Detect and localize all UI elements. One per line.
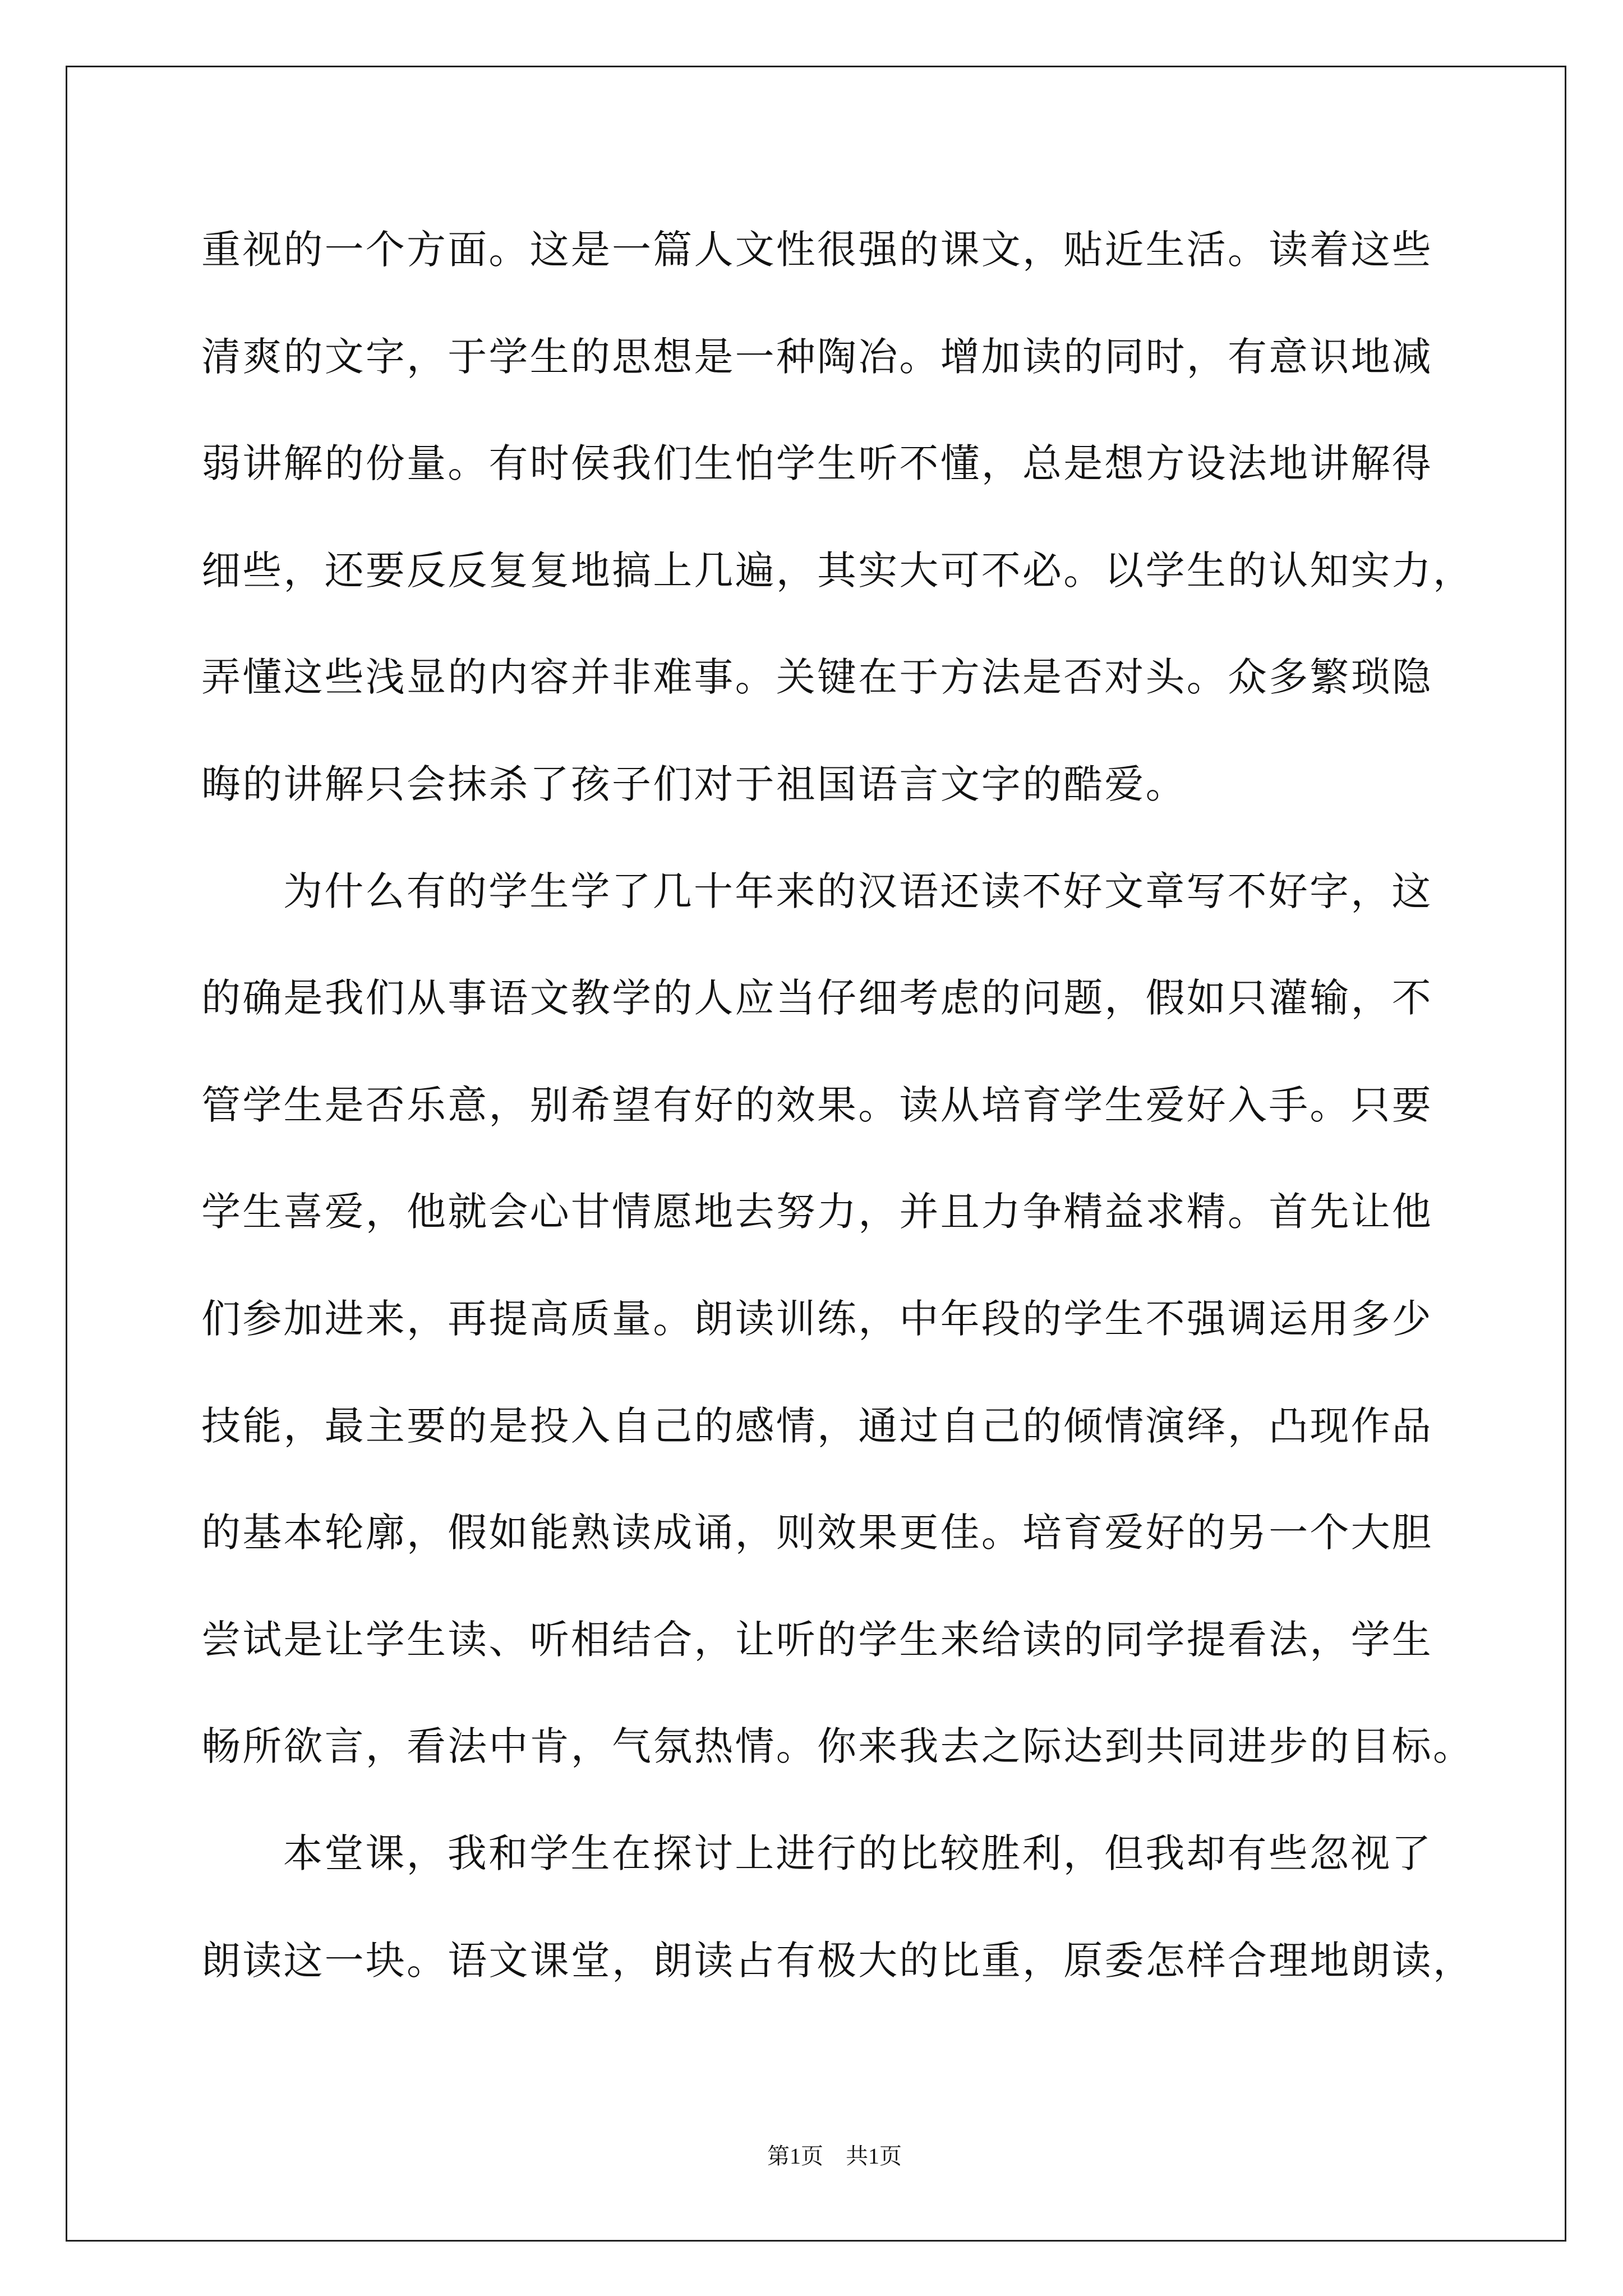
text-line: 们参加进来，再提高质量。朗读训练，中年段的学生不强调运用多少	[201, 1295, 1433, 1342]
paragraph-2	[201, 838, 1474, 1800]
text-line: 细些，还要反反复复地搞上几遍，其实大可不必。以学生的认知实力，	[201, 547, 1474, 593]
page-number-total: 共1页	[846, 2143, 902, 2169]
text-line: 弱讲解的份量。有时侯我们生怕学生听不懂，总是想方设法地讲解得	[201, 440, 1433, 487]
page-footer	[767, 2142, 902, 2171]
text-line: 重视的一个方面。这是一篇人文性很强的课文，贴近生活。读着这些	[201, 227, 1433, 273]
text-line: 的基本轮廓，假如能熟读成诵，则效果更佳。培育爱好的另一个大胆	[201, 1510, 1433, 1556]
text-line: 畅所欲言，看法中肯，气氛热情。你来我去之际达到共同进步的目标。	[201, 1723, 1474, 1770]
document-body	[201, 196, 1474, 2014]
text-line: 弄懂这些浅显的内容并非难事。关键在于方法是否对头。众多繁琐隐	[201, 654, 1433, 701]
paragraph-1	[201, 196, 1474, 838]
text-line: 清爽的文字，于学生的思想是一种陶冶。增加读的同时，有意识地减	[201, 333, 1433, 380]
text-line: 朗读这一块。语文课堂，朗读占有极大的比重，原委怎样合理地朗读，	[201, 1937, 1474, 1984]
paragraph-3	[201, 1800, 1474, 2014]
text-line: 技能，最主要的是投入自己的感情，通过自己的倾情演绎，凸现作品	[201, 1402, 1433, 1449]
text-line: 为什么有的学生学了几十年来的汉语还读不好文章写不好字，这	[283, 868, 1433, 914]
text-line: 学生喜爱，他就会心甘情愿地去努力，并且力争精益求精。首先让他	[201, 1189, 1433, 1235]
text-line: 的确是我们从事语文教学的人应当仔细考虑的问题，假如只灌输，不	[201, 975, 1433, 1022]
text-line: 晦的讲解只会抹杀了孩子们对于祖国语言文字的酷爱。	[201, 761, 1187, 807]
page-number-current: 第1页	[767, 2143, 823, 2169]
text-line: 尝试是让学生读、听相结合，让听的学生来给读的同学提看法，学生	[201, 1616, 1433, 1663]
text-line: 本堂课，我和学生在探讨上进行的比较胜利，但我却有些忽视了	[283, 1830, 1433, 1876]
text-line: 管学生是否乐意，别希望有好的效果。读从培育学生爱好入手。只要	[201, 1082, 1433, 1128]
